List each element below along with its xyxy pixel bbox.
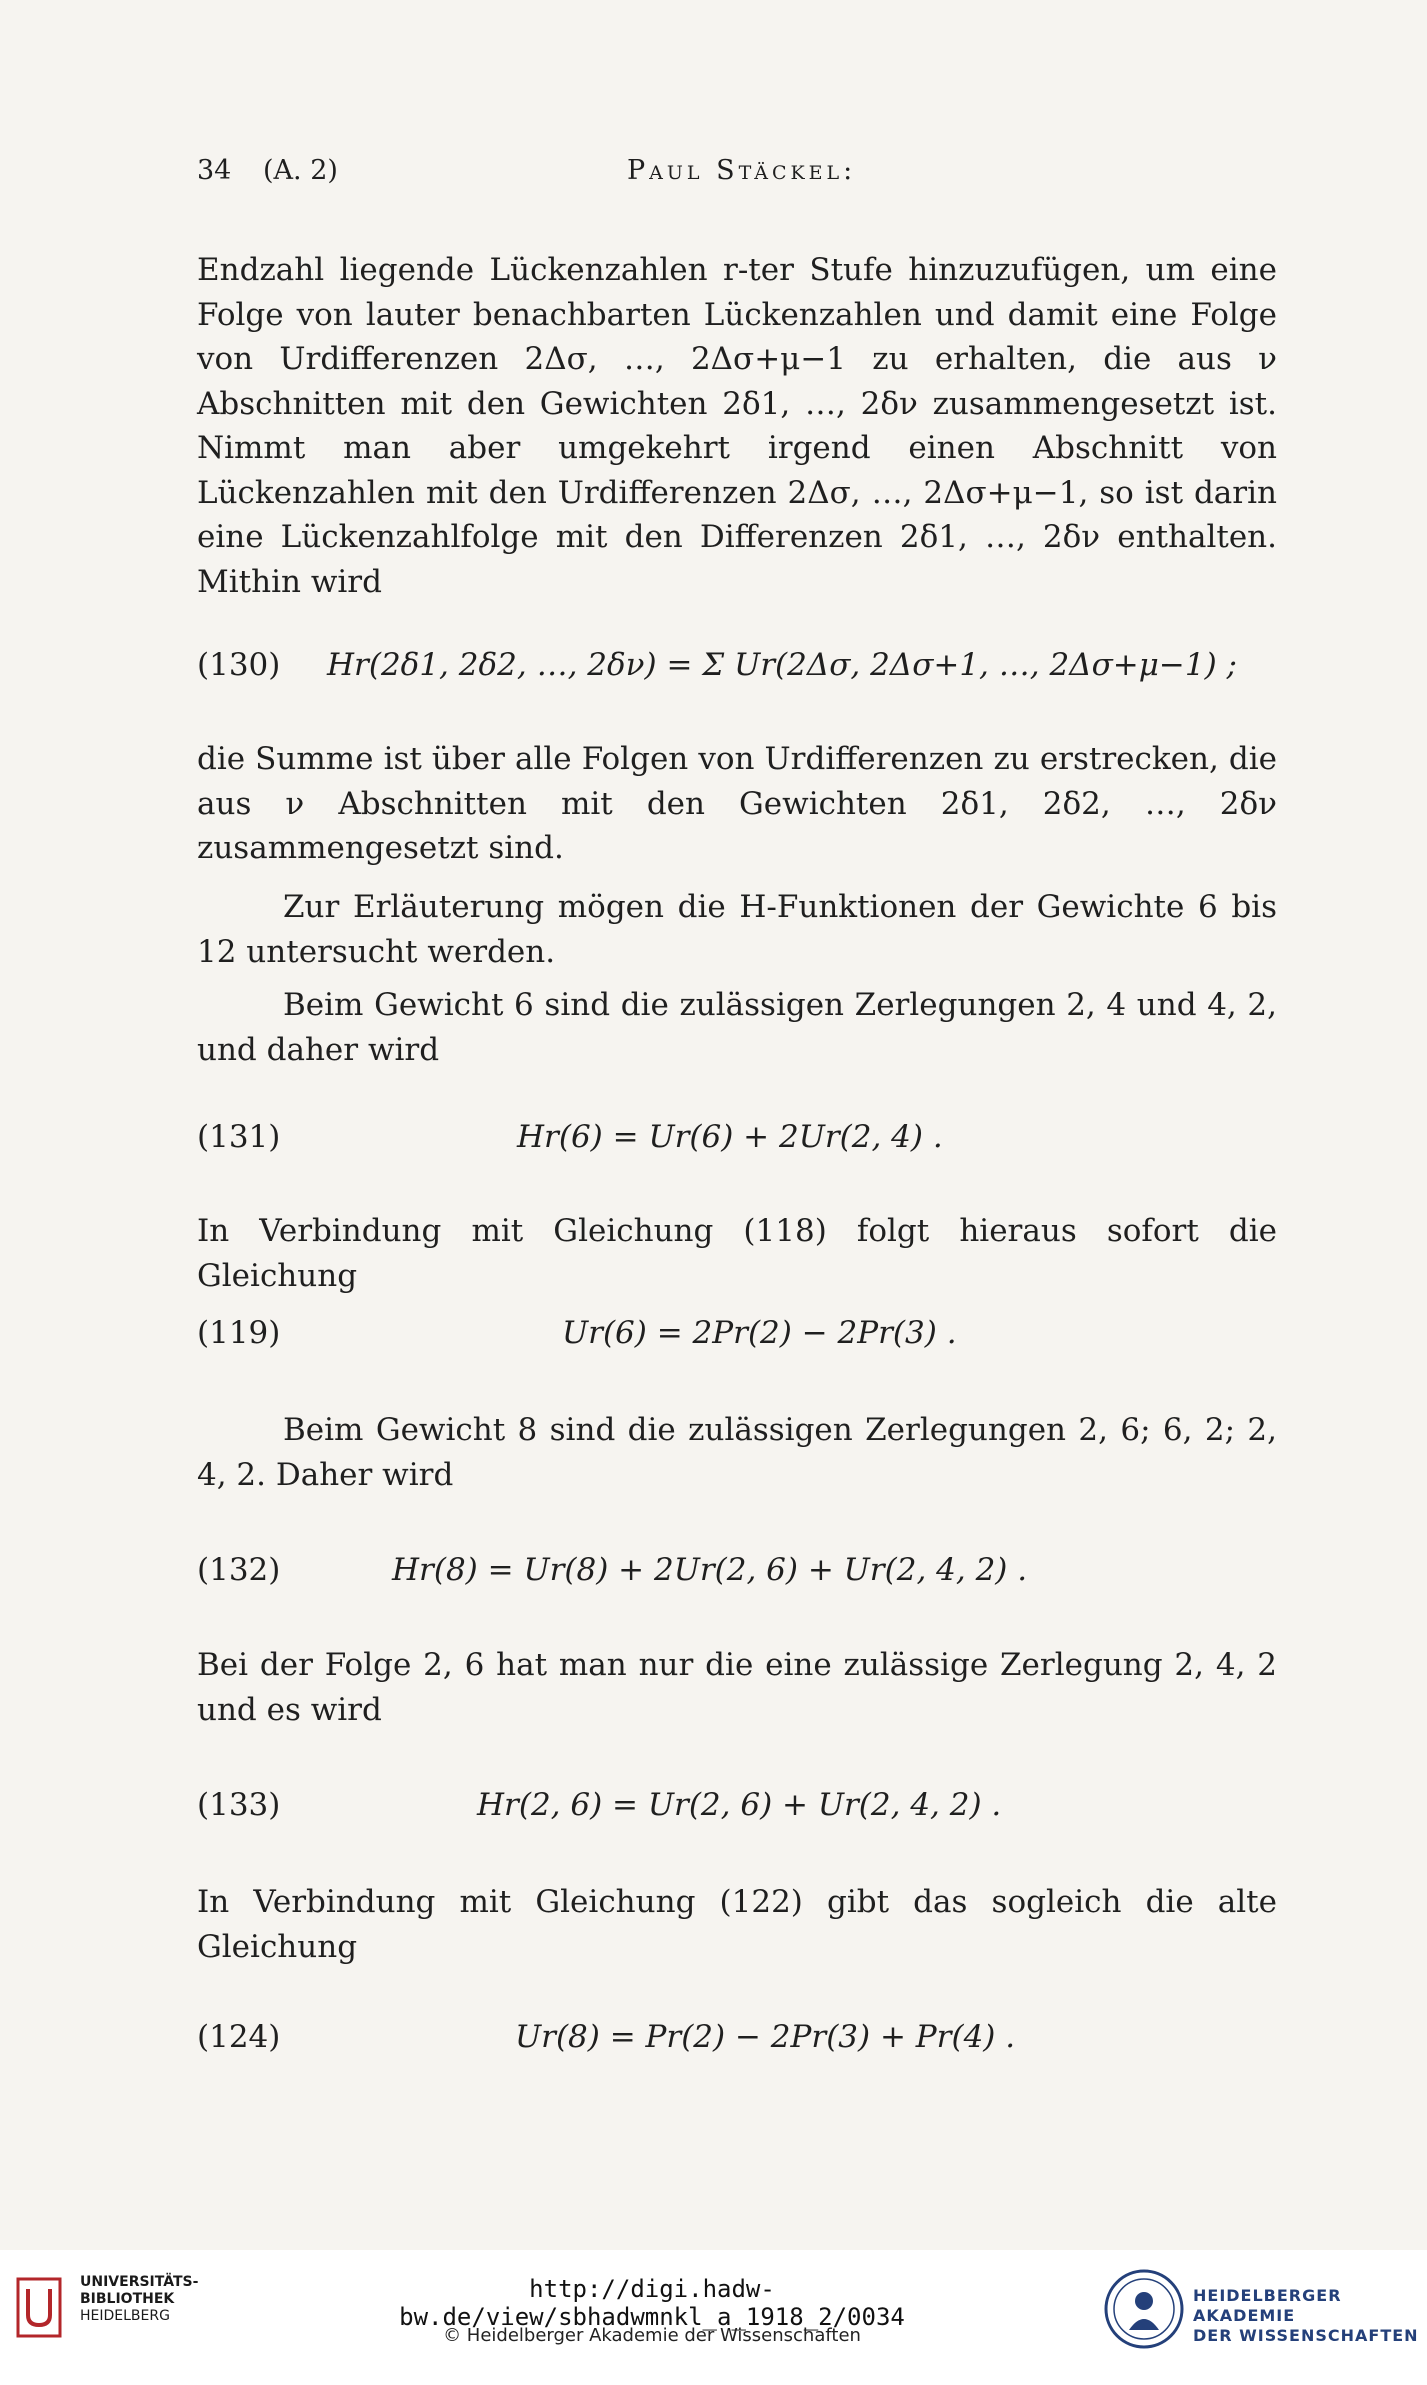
equation-body: Ur(6) = 2Pr(2) − 2Pr(3) .: [562, 1315, 957, 1351]
academy-line-1: HEIDELBERGER AKADEMIE: [1193, 2286, 1342, 2325]
equation-number: (119): [197, 1315, 281, 1351]
paragraph-5: In Verbindung mit Gleichung (118) folgt hieraus sofort die Gleichung: [197, 1213, 1277, 1294]
equation-number: (132): [197, 1552, 281, 1588]
equation-number: (124): [197, 2019, 281, 2055]
academy-seal-icon: [1103, 2268, 1185, 2350]
library-line-3: HEIDELBERG: [80, 2308, 170, 2324]
equation-119: [197, 1308, 1277, 1358]
copyright-notice: © Heidelberger Akademie der Wissenschaften: [443, 2325, 861, 2346]
paragraph-6: Beim Gewicht 8 sind die zulässigen Zerlegungen 2, 6; 6, 2; 2, 4, 2. Daher wird: [197, 1412, 1277, 1493]
library-line-1: UNIVERSITÄTS-: [80, 2274, 199, 2290]
paragraph-3: Zur Erläuterung mögen die H-Funktionen der Gewichte 6 bis 12 untersucht werden.: [197, 889, 1277, 970]
equation-number: (131): [197, 1119, 281, 1155]
paragraph-2: die Summe ist über alle Folgen von Urdifferenzen zu erstrecken, die aus ν Abschnitten mit den Gewichten 2δ1, 2δ2, …, 2δν zusammengesetzt sind.: [197, 741, 1277, 866]
equation-body: Ur(8) = Pr(2) − 2Pr(3) + Pr(4) .: [515, 2019, 1016, 2055]
equation-131: [197, 1112, 1277, 1162]
section-label: (A. 2): [263, 155, 338, 186]
equation-body: Hr(2δ1, 2δ2, …, 2δν) = Σ Ur(2Δσ, 2Δσ+1, …, 2Δσ+μ−1) ;: [327, 647, 1237, 683]
equation-132: [197, 1545, 1277, 1595]
equation-body: Hr(6) = Ur(6) + 2Ur(2, 4) .: [517, 1119, 943, 1155]
running-header: [197, 155, 1277, 195]
academy-name: [1193, 2286, 1427, 2346]
equation-body: Hr(2, 6) = Ur(2, 6) + Ur(2, 4, 2) .: [477, 1787, 1002, 1823]
paragraph-1: Endzahl liegende Lückenzahlen r-ter Stufe hinzuzufügen, um eine Folge von lauter benachbarten Lückenzahlen und damit eine Folge von Urdifferenzen 2Δσ, …, 2Δσ+μ−1 zu erhalten, die aus ν Abschnitten mit den Gewichten 2δ1, …, 2δν zusammengesetzt ist. Nimmt man aber umgekehrt irgend einen Abschnitt von Lückenzahlen mit den Urdifferenzen 2Δσ, …, 2Δσ+μ−1, so ist darin eine Lückenzahlfolge mit den Differenzen 2δ1, …, 2δν enthalten. Mithin wird: [197, 252, 1277, 600]
paragraph-4: Beim Gewicht 6 sind die zulässigen Zerlegungen 2, 4 und 4, 2, und daher wird: [197, 987, 1277, 1068]
equation-number: (133): [197, 1787, 281, 1823]
equation-133: [197, 1780, 1277, 1830]
equation-number: (130): [197, 647, 281, 683]
university-library-logo-icon: [14, 2275, 64, 2340]
paragraph-8: In Verbindung mit Gleichung (122) gibt das sogleich die alte Gleichung: [197, 1884, 1277, 1965]
page-number: 34: [197, 155, 232, 186]
paragraph-7: Bei der Folge 2, 6 hat man nur die eine zulässige Zerlegung 2, 4, 2 und es wird: [197, 1647, 1277, 1728]
equation-body: Hr(8) = Ur(8) + 2Ur(2, 6) + Ur(2, 4, 2) .: [392, 1552, 1028, 1588]
running-title-author: Paul Stäckel:: [627, 155, 857, 186]
equation-130: [197, 640, 1277, 690]
academy-line-2: DER WISSENSCHAFTEN: [1193, 2326, 1419, 2345]
library-name: [80, 2274, 198, 2325]
library-line-2: BIBLIOTHEK: [80, 2291, 175, 2307]
source-url-link[interactable]: http://digi.hadw-bw.de/view/sbhadwmnkl_a_1918_2/0034: [399, 2275, 905, 2331]
digitization-footer: [0, 2250, 1427, 2385]
equation-124: [197, 2012, 1277, 2062]
